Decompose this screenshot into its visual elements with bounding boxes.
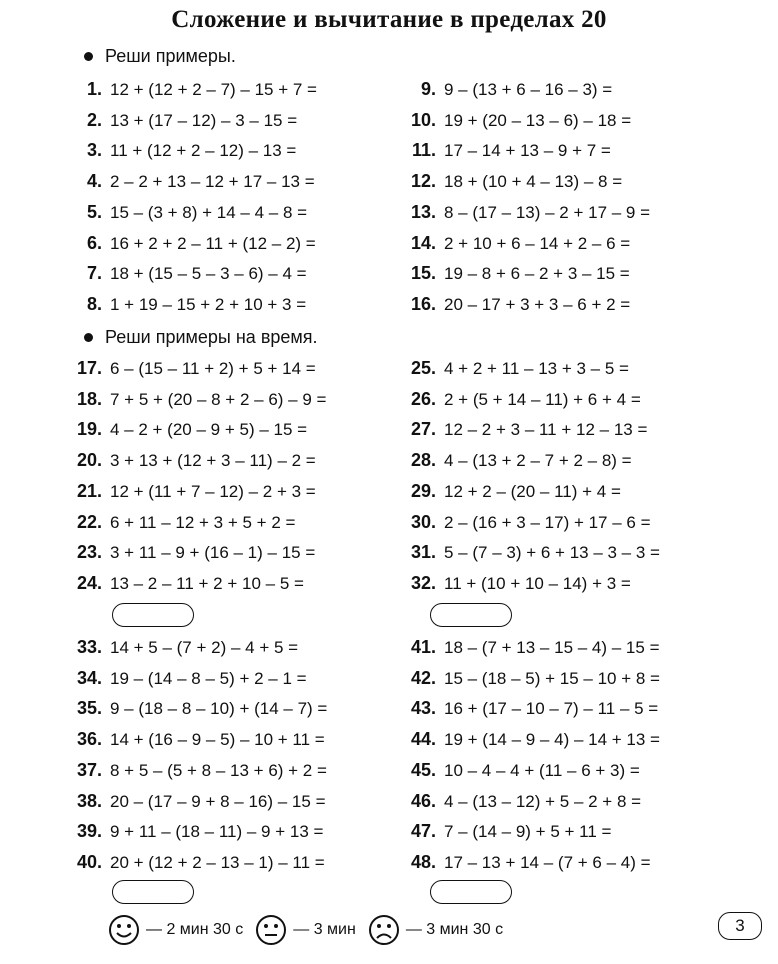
exercise-expression: 7 + 5 + (20 – 8 + 2 – 6) – 9 = (110, 389, 327, 409)
exercise-row (72, 759, 327, 782)
exercise-row (406, 759, 640, 782)
exercise-row (72, 572, 304, 595)
exercise-expression: 9 + 11 – (18 – 11) – 9 + 13 = (110, 822, 324, 842)
exercise-expression: 20 + (12 + 2 – 13 – 1) – 11 = (110, 852, 325, 872)
exercise-expression: 8 + 5 – (5 + 8 – 13 + 6) + 2 = (110, 760, 327, 780)
exercise-row (406, 232, 630, 255)
exercise-row (72, 541, 315, 564)
exercise-expression: 13 – 2 – 11 + 2 + 10 – 5 = (110, 573, 304, 593)
exercise-row (72, 139, 296, 162)
exercise-number: 2. (86, 109, 102, 130)
exercise-row (72, 293, 306, 316)
exercise-expression: 20 – (17 – 9 + 8 – 16) – 15 = (110, 791, 326, 811)
exercise-number: 46. (410, 790, 436, 811)
time-label-medium: — 3 мин (293, 921, 356, 938)
exercise-row (406, 78, 612, 101)
exercise-row (72, 511, 295, 534)
exercise-row (406, 109, 631, 132)
exercise-number: 25. (410, 358, 436, 378)
exercise-number: 38. (76, 790, 102, 811)
exercise-expression: 6 + 11 – 12 + 3 + 5 + 2 = (110, 512, 296, 532)
answer-box-block1-left[interactable] (112, 603, 194, 627)
instruction-2 (84, 327, 318, 348)
exercise-number: 23. (76, 542, 102, 563)
happy-face-icon (108, 914, 140, 946)
exercise-expression: 3 + 11 – 9 + (16 – 1) – 15 = (110, 543, 316, 563)
exercise-row (72, 667, 307, 690)
exercise-row (406, 790, 641, 813)
exercise-row (406, 139, 611, 162)
exercise-expression: 19 – (14 – 8 – 5) + 2 – 1 = (110, 668, 307, 688)
exercise-number: 1. (86, 79, 102, 99)
exercise-number: 27. (410, 419, 436, 440)
exercise-expression: 18 + (15 – 5 – 3 – 6) – 4 = (110, 264, 307, 284)
exercise-number: 45. (410, 759, 436, 780)
exercise-row (406, 449, 632, 472)
exercise-expression: 17 – 13 + 14 – (7 + 6 – 4) = (444, 852, 651, 872)
exercise-number: 17. (76, 358, 102, 378)
time-label-slow: — 3 мин 30 с (405, 921, 504, 938)
exercise-row (72, 232, 316, 255)
exercise-row (406, 667, 660, 690)
exercise-number: 42. (410, 667, 436, 688)
exercise-number: 30. (410, 511, 436, 532)
exercise-row (406, 480, 621, 503)
exercise-row (406, 170, 622, 193)
exercise-number: 11. (411, 140, 436, 161)
exercise-expression: 12 + 2 – (20 – 11) + 4 = (444, 481, 621, 501)
exercise-number: 31. (410, 542, 436, 563)
bullet-icon (84, 333, 93, 342)
exercise-expression: 2 – 2 + 13 – 12 + 17 – 13 = (110, 172, 315, 192)
exercise-row (72, 851, 325, 874)
exercise-row (72, 201, 307, 224)
exercise-row (72, 170, 315, 193)
exercise-row (72, 357, 316, 380)
exercise-number: 43. (410, 698, 436, 719)
exercise-expression: 16 + 2 + 2 – 11 + (12 – 2) = (110, 233, 316, 253)
exercise-expression: 19 + (14 – 9 – 4) – 14 + 13 = (444, 730, 660, 750)
exercise-number: 44. (410, 729, 436, 750)
exercise-number: 10. (410, 109, 436, 130)
exercise-number: 8. (86, 293, 102, 314)
exercise-expression: 4 – (13 – 12) + 5 – 2 + 8 = (444, 791, 642, 811)
exercise-number: 14. (410, 232, 436, 253)
answer-box-block2-right[interactable] (430, 880, 512, 904)
exercise-row (406, 572, 631, 595)
time-label-fast: — 2 мин 30 с (146, 921, 244, 938)
exercise-number: 21. (76, 480, 102, 501)
exercise-number: 20. (76, 450, 102, 471)
exercise-row (72, 78, 317, 101)
exercise-number: 4. (86, 171, 102, 192)
exercise-number: 47. (410, 821, 436, 842)
exercise-expression: 4 + 2 + 11 – 13 + 3 – 5 = (444, 359, 629, 378)
exercise-number: 29. (410, 480, 436, 501)
exercise-number: 7. (86, 263, 102, 284)
page-title: Сложение и вычитание в пределах 20 (171, 6, 607, 33)
exercise-number: 12. (410, 171, 436, 192)
exercise-expression: 7 – (14 – 9) + 5 + 11 = (444, 822, 612, 842)
exercise-expression: 8 – (17 – 13) – 2 + 17 – 9 = (444, 202, 651, 222)
exercise-number: 32. (410, 572, 436, 593)
exercise-row (72, 636, 298, 659)
exercise-number: 19. (76, 419, 102, 440)
exercise-number: 18. (76, 388, 102, 409)
exercise-row (72, 820, 323, 843)
exercise-expression: 19 + (20 – 13 – 6) – 18 = (444, 110, 632, 130)
exercise-number: 48. (410, 851, 436, 872)
exercise-number: 39. (76, 821, 102, 842)
exercise-number: 33. (76, 637, 102, 657)
exercise-row (406, 357, 629, 380)
exercise-expression: 17 – 14 + 13 – 9 + 7 = (444, 141, 611, 161)
exercise-row (406, 418, 647, 441)
exercise-row (406, 697, 658, 720)
exercise-number: 28. (410, 450, 436, 471)
exercise-expression: 19 – 8 + 6 – 2 + 3 – 15 = (444, 264, 630, 284)
exercise-number: 13. (410, 201, 436, 222)
exercise-expression: 3 + 13 + (12 + 3 – 11) – 2 = (110, 451, 316, 471)
exercise-expression: 18 + (10 + 4 – 13) – 8 = (444, 172, 623, 192)
exercise-number: 9. (420, 79, 436, 99)
exercise-expression: 15 – (3 + 8) + 14 – 4 – 8 = (110, 202, 308, 222)
exercise-expression: 16 + (17 – 10 – 7) – 11 – 5 = (444, 699, 659, 719)
exercise-expression: 11 + (10 + 10 – 14) + 3 = (444, 573, 631, 593)
exercise-number: 24. (76, 572, 102, 593)
exercise-number: 35. (76, 698, 102, 719)
exercise-expression: 18 – (7 + 13 – 15 – 4) – 15 = (444, 638, 660, 657)
exercise-row (72, 388, 326, 411)
exercise-number: 6. (86, 232, 102, 253)
answer-box-block2-left[interactable] (112, 880, 194, 904)
exercise-number: 41. (410, 637, 436, 657)
exercise-row (406, 820, 611, 843)
exercise-expression: 12 + (11 + 7 – 12) – 2 + 3 = (110, 481, 316, 501)
exercise-expression: 14 + 5 – (7 + 2) – 4 + 5 = (110, 638, 299, 657)
exercise-number: 3. (86, 140, 102, 161)
exercise-row (406, 728, 660, 751)
exercise-row (72, 790, 326, 813)
exercise-row (72, 480, 316, 503)
exercise-expression: 4 – 2 + (20 – 9 + 5) – 15 = (110, 420, 308, 440)
bullet-icon (84, 52, 93, 61)
exercise-expression: 10 – 4 – 4 + (11 – 6 + 3) = (444, 760, 640, 780)
exercise-row (406, 541, 660, 564)
exercise-expression: 2 + (5 + 14 – 11) + 6 + 4 = (444, 389, 641, 409)
exercise-expression: 14 + (16 – 9 – 5) – 10 + 11 = (110, 730, 325, 750)
exercise-expression: 13 + (17 – 12) – 3 – 15 = (110, 110, 298, 130)
instruction-2-text: Реши примеры на время. (105, 327, 318, 347)
exercise-number: 40. (76, 851, 102, 872)
exercise-expression: 9 – (13 + 6 – 16 – 3) = (444, 80, 613, 99)
instruction-1-text: Реши примеры. (105, 46, 236, 66)
exercise-expression: 6 – (15 – 11 + 2) + 5 + 14 = (110, 359, 316, 378)
exercise-row (406, 293, 630, 316)
exercise-number: 34. (76, 667, 102, 688)
exercise-row (406, 511, 651, 534)
exercise-row (406, 636, 660, 659)
exercise-number: 22. (76, 511, 102, 532)
exercise-expression: 2 + 10 + 6 – 14 + 2 – 6 = (444, 233, 631, 253)
time-legend (108, 914, 515, 946)
exercise-row (72, 449, 316, 472)
exercise-expression: 2 – (16 + 3 – 17) + 17 – 6 = (444, 512, 651, 532)
exercise-row (72, 262, 307, 285)
instruction-1 (84, 46, 236, 67)
exercise-number: 5. (86, 201, 102, 222)
exercise-row (72, 418, 307, 441)
exercise-expression: 11 + (12 + 2 – 12) – 13 = (110, 141, 297, 161)
exercise-number: 15. (410, 263, 436, 284)
exercise-expression: 4 – (13 + 2 – 7 + 2 – 8) = (444, 451, 632, 471)
exercise-expression: 1 + 19 – 15 + 2 + 10 + 3 = (110, 294, 307, 314)
exercise-expression: 12 – 2 + 3 – 11 + 12 – 13 = (444, 420, 648, 440)
exercise-row (406, 851, 651, 874)
exercise-expression: 20 – 17 + 3 + 3 – 6 + 2 = (444, 294, 631, 314)
sad-face-icon (368, 914, 400, 946)
exercise-row (72, 109, 297, 132)
exercise-expression: 9 – (18 – 8 – 10) + (14 – 7) = (110, 699, 328, 719)
page-number: 3 (718, 912, 762, 940)
exercise-row (406, 262, 630, 285)
exercise-number: 37. (76, 759, 102, 780)
answer-box-block1-right[interactable] (430, 603, 512, 627)
exercise-expression: 5 – (7 – 3) + 6 + 13 – 3 – 3 = (444, 543, 660, 563)
exercise-row (406, 388, 641, 411)
exercise-row (72, 728, 325, 751)
neutral-face-icon (255, 914, 287, 946)
exercise-expression: 15 – (18 – 5) + 15 – 10 + 8 = (444, 668, 660, 688)
exercise-expression: 12 + (12 + 2 – 7) – 15 + 7 = (110, 80, 317, 99)
exercise-number: 26. (410, 388, 436, 409)
exercise-number: 36. (76, 729, 102, 750)
exercise-row (72, 697, 327, 720)
exercise-number: 16. (410, 293, 436, 314)
exercise-row (406, 201, 650, 224)
